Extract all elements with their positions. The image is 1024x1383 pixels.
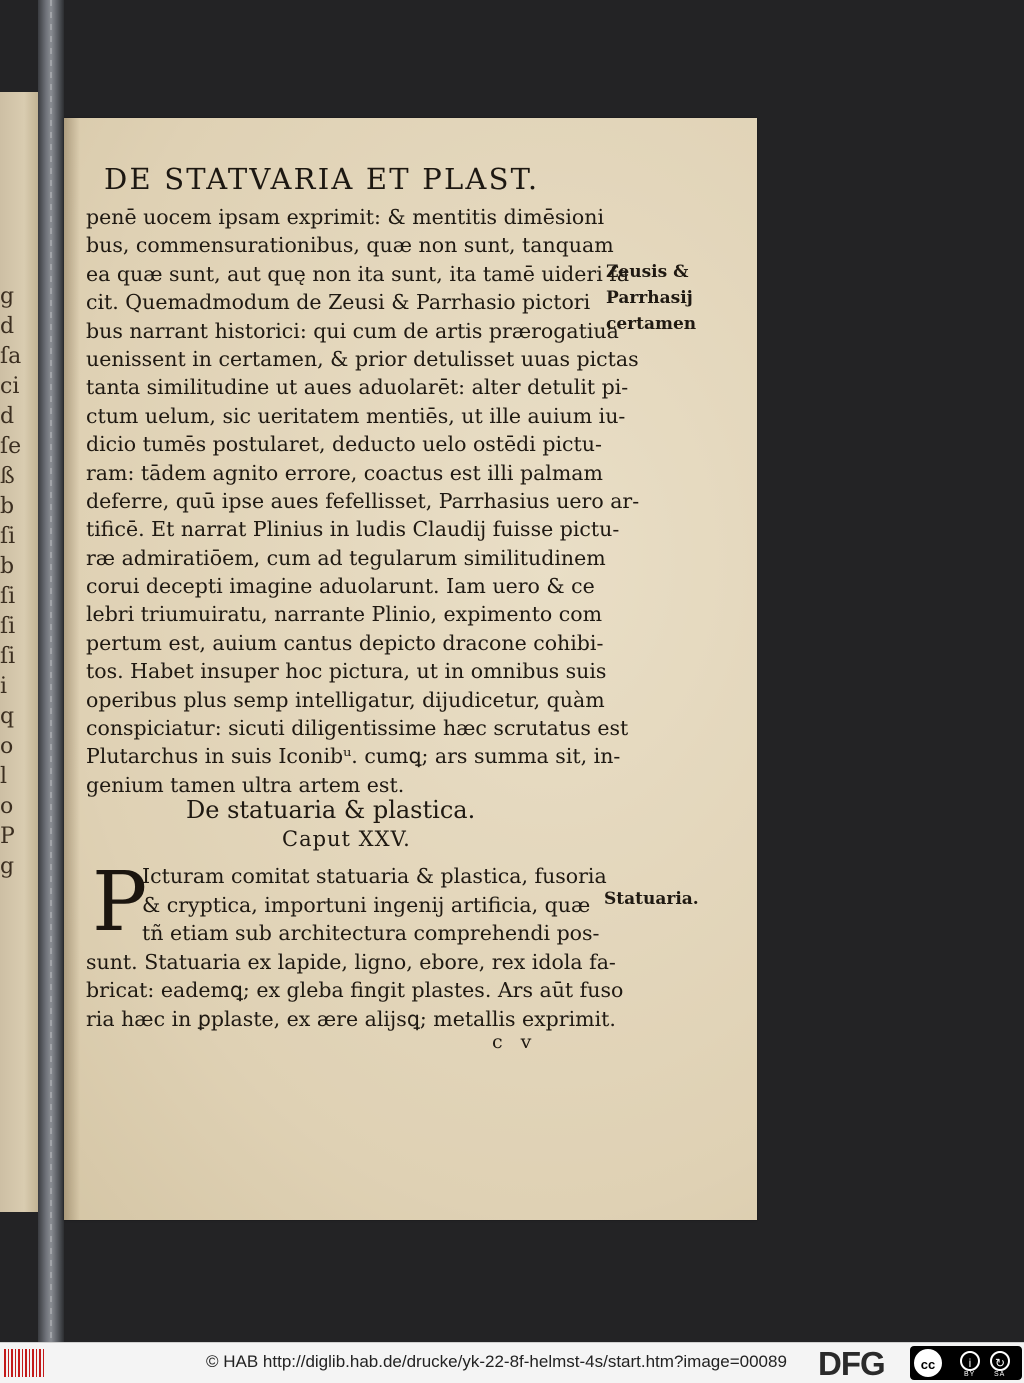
edge-letter: ſe: [0, 434, 22, 459]
section-subtitle: Caput XXV.: [282, 827, 411, 851]
text-line: bus, commensurationibus, quæ non sunt, tanquam: [86, 233, 614, 258]
barcode-icon: [4, 1349, 46, 1377]
chapter-line: bricat: eademꝗ; ex gleba fingit plastes. Ars aūt fuso: [86, 978, 624, 1003]
text-line: ram: tādem agnito errore, coactus est illi palmam: [86, 460, 603, 485]
text-line: penē uocem ipsam exprimit: & mentitis dimēsioni: [86, 205, 605, 229]
edge-letter: ſa: [0, 344, 22, 369]
edge-letter: ſi: [0, 584, 16, 609]
text-line: ræ admiratiōem, cum ad tegularum similitudinem: [86, 545, 606, 570]
text-line: Plutarchus in suis Iconibᵘ. cumꝗ; ars summa sit, in-: [86, 744, 621, 769]
chapter-line: sunt. Statuaria ex lapide, ligno, ebore, rex idola fa-: [86, 949, 616, 974]
margin-note-line: Zeusis &: [606, 262, 689, 282]
edge-letter: ci: [0, 374, 20, 399]
chapter-line: tñ etiam sub architectura comprehendi pos-: [142, 921, 600, 946]
edge-letter: i: [0, 674, 8, 699]
binding-stitch: [50, 0, 52, 1342]
text-line: uenissent in certamen, & prior detulisset uuas pictas: [86, 346, 639, 371]
text-line: conspiciatur: sicuti diligentissime hæc scrutatus est: [86, 716, 629, 741]
edge-letter: g: [0, 284, 15, 309]
text-line: dicio tumēs postularet, deducto uelo ostēdi pictu-: [86, 432, 602, 457]
edge-letter: o: [0, 734, 14, 759]
previous-page-letters: [0, 282, 22, 882]
text-line: tos. Habet insuper hoc pictura, ut in omnibus suis: [86, 659, 607, 684]
chapter-line: Icturam comitat statuaria & plastica, fusoria: [142, 864, 607, 888]
text-line: deferre, quū ipse aues fefellisset, Parrhasius uero ar-: [86, 488, 640, 513]
text-line: tanta similitudine ut aues aduolarēt: alter detulit pi-: [86, 375, 629, 400]
edge-letter: q: [0, 704, 15, 729]
section-title: De statuaria & plastica.: [186, 796, 476, 824]
edge-letter: g: [0, 854, 15, 879]
book-binding: [38, 0, 64, 1342]
text-line: pertum est, auium cantus depicto dracone cohibi-: [86, 630, 604, 655]
text-line: cit. Quemadmodum de Zeusi & Parrhasio pictori: [86, 290, 591, 315]
edge-letter: ſi: [0, 524, 16, 549]
edge-letter: b: [0, 494, 15, 519]
attribution-icon: i: [960, 1351, 980, 1371]
margin-note-line: certamen: [606, 314, 697, 334]
edge-letter: ß: [0, 464, 15, 489]
text-line: bus narrant historici: qui cum de artis prærogatiua: [86, 318, 619, 343]
edge-letter: d: [0, 314, 15, 339]
chapter-line: & cryptica, importuni ingenij artificia, quæ: [142, 892, 591, 917]
by-label: BY: [964, 1371, 976, 1378]
text-line: genium tamen ultra artem est.: [86, 772, 405, 797]
cc-license-badge[interactable]: [910, 1346, 1022, 1380]
chapter-line: ria hæc in ꝑplaste, ex ære alijsꝗ; metallis exprimit.: [86, 1006, 616, 1031]
edge-letter: ſi: [0, 644, 16, 669]
body-text: [86, 203, 640, 799]
edge-letter: b: [0, 554, 15, 579]
edge-letter: o: [0, 794, 14, 819]
sa-label: SA: [994, 1371, 1006, 1378]
edge-letter: l: [0, 764, 8, 789]
edge-letter: P: [0, 824, 15, 849]
text-line: ea quæ sunt, aut quę non ita sunt, ita tamē uideri fa: [86, 261, 630, 286]
text-line: operibus plus semp intelligatur, dijudicetur, quàm: [86, 687, 605, 712]
cc-icon: cc: [914, 1349, 942, 1377]
dfg-logo[interactable]: DFG: [818, 1345, 885, 1382]
text-line: lebri triumuiratu, narrante Plinio, expimento com: [86, 602, 603, 627]
running-head: DE STATVARIA ET PLAST.: [104, 162, 540, 196]
share-alike-icon: ↻: [990, 1351, 1010, 1371]
margin-note-statuaria: Statuaria.: [604, 889, 699, 909]
viewer-footer: [0, 1342, 1024, 1383]
text-line: corui decepti imagine aduolarunt. Iam uero & ce: [86, 574, 595, 599]
chapter-text: [86, 855, 624, 1034]
text-line: tificē. Et narrat Plinius in ludis Claudij fuisse pictu-: [86, 517, 620, 542]
margin-note-line: Parrhasij: [606, 288, 693, 308]
text-line: ctum uelum, sic ueritatem mentiēs, ut ille auium iu-: [86, 403, 626, 428]
edge-letter: d: [0, 404, 15, 429]
page-gutter-shadow: [64, 118, 80, 1220]
margin-note-zeusis: [606, 259, 696, 337]
copyright-link[interactable]: © HAB http://diglib.hab.de/drucke/yk-22-8f-helmst-4s/start.htm?image=00089: [206, 1352, 787, 1371]
drop-capital: P: [92, 855, 148, 950]
edge-letter: ſi: [0, 614, 16, 639]
signature-mark: c v: [492, 1031, 538, 1053]
